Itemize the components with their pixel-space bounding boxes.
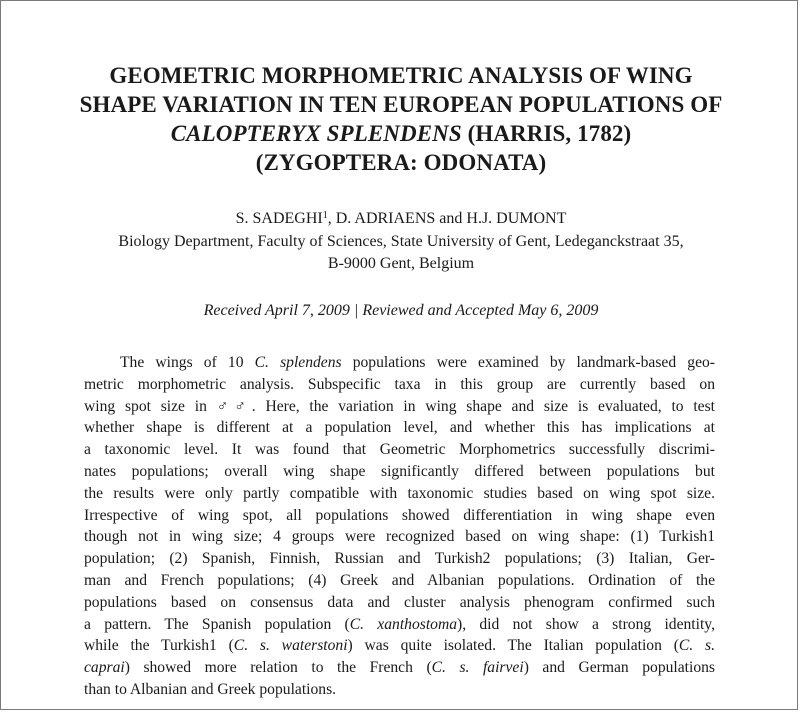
author-others: , D. ADRIAENS and H.J. DUMONT [327, 210, 567, 227]
title-species-author: (HARRIS, 1782) [461, 121, 632, 146]
title-line-1: GEOMETRIC MORPHOMETRIC ANALYSIS OF WING [109, 63, 693, 88]
author-affiliation-mark: 1 [322, 210, 328, 221]
abstract-line: The wings of 10 C. splendens populations were examined by landmark-based geo- [120, 354, 715, 371]
affiliation-line-1: Biology Department, Faculty of Sciences, State University of Gent, Ledeganckstraat 35, [118, 233, 684, 250]
abstract-line: a taxonomic level. It was found that Geometric Morphometrics successfully discrimi- [84, 441, 715, 459]
abstract-line: Irrespective of wing spot, all populations showed differentiation in wing shape even [84, 506, 715, 524]
title-species: CALOPTERYX SPLENDENS [170, 121, 462, 146]
abstract-line: whether shape is different at a population level, and whether this has implications at [84, 419, 715, 437]
abstract-line: the results were only partly compatible with taxonomic studies based on wing spot size. [84, 484, 715, 502]
affiliation-line-2: B-9000 Gent, Belgium [327, 255, 475, 272]
title-line-2: SHAPE VARIATION IN TEN EUROPEAN POPULATIONS OF [79, 92, 723, 117]
author-list [1, 209, 798, 229]
abstract-line: population; (2) Spanish, Finnish, Russian and Turkish2 populations; (3) Italian, Ger- [84, 550, 715, 568]
affiliation [1, 231, 798, 275]
title-line-4: (ZYGOPTERA: ODONATA) [255, 150, 547, 175]
abstract-line: though not in wing size; 4 groups were recognized based on wing shape: (1) Turkish1 [84, 528, 715, 546]
author-sadeghi: S. SADEGHI [235, 210, 323, 227]
abstract-line: a pattern. The Spanish population (C. xanthostoma), did not show a strong identity, [84, 615, 715, 633]
abstract-line: nates populations; overall wing shape significantly differed between populations but [84, 462, 715, 480]
title-line-3 [1, 119, 798, 148]
paper-title [1, 61, 798, 177]
abstract-line: man and French populations; (4) Greek and Albanian populations. Ordination of the [84, 571, 715, 589]
received-dates: Received April 7, 2009 | Reviewed and Accepted May 6, 2009 [203, 302, 599, 319]
abstract [84, 352, 715, 701]
abstract-line: wing spot size in ♂♂. Here, the variation in wing shape and size is evaluated, to test [84, 397, 715, 415]
abstract-line: caprai) showed more relation to the French (C. s. fairvei) and German populations [84, 659, 715, 677]
abstract-line: than to Albanian and Greek populations. [84, 680, 337, 698]
abstract-line: populations based on consensus data and cluster analysis phenogram confirmed such [84, 593, 715, 611]
abstract-line: metric morphometric analysis. Subspecific taxa in this group are currently based on [84, 375, 715, 393]
abstract-line: while the Turkish1 (C. s. waterstoni) was quite isolated. The Italian population (C. s. [84, 637, 715, 655]
